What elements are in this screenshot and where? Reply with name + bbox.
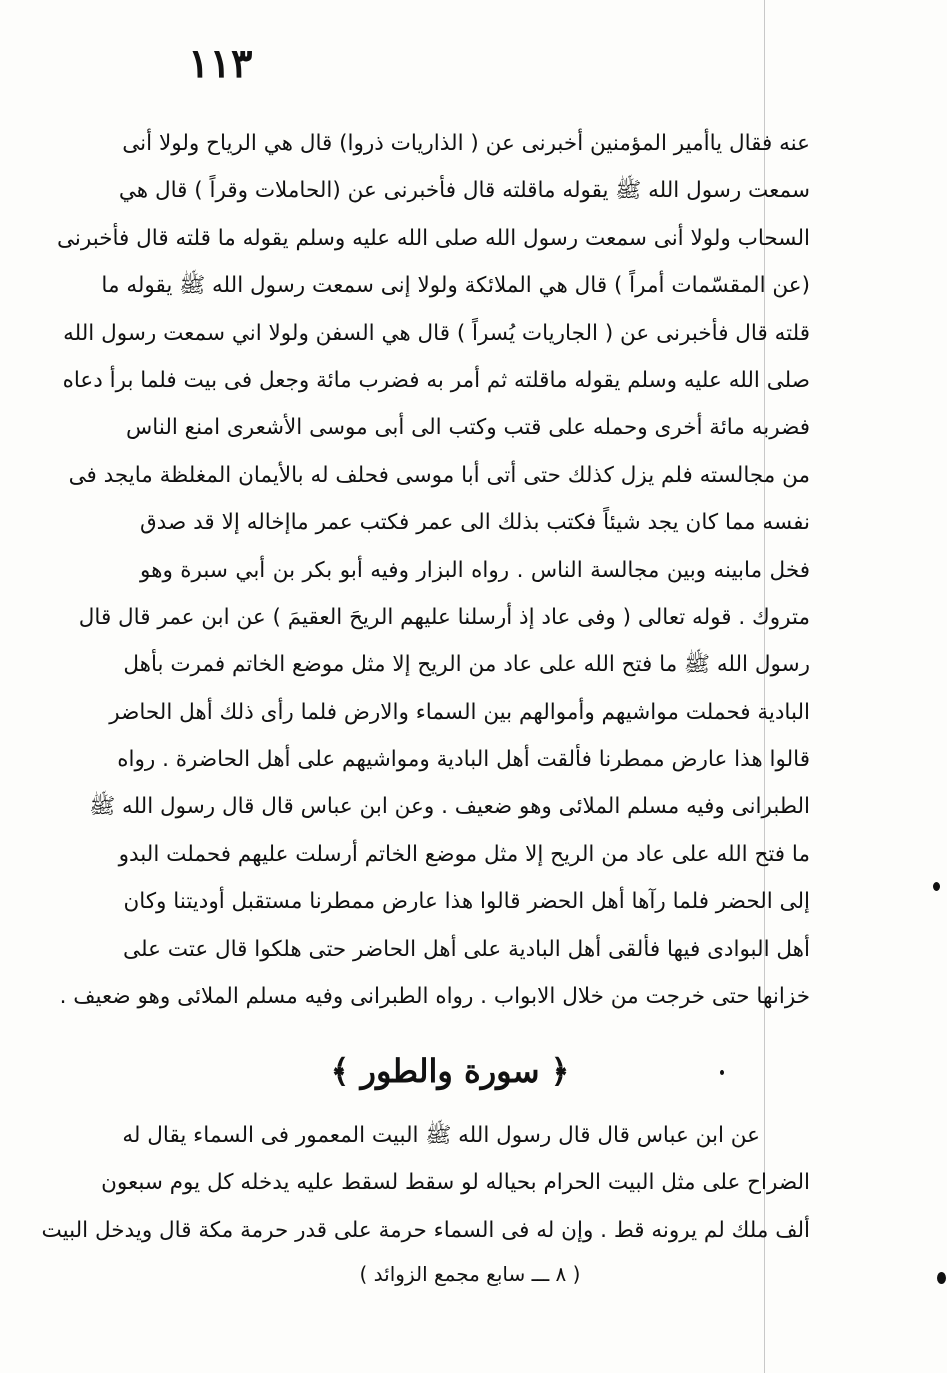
text-line: من مجالسته فلم يزل كذلك حتى أتى أبا موسى فحلف له بالأيمان المغلظة مايجد فى — [68, 462, 810, 488]
text-line: متروك . قوله تعالى ( وفى عاد إذ أرسلنا عليهم الريحَ العقيمَ ) عن ابن عمر قال قال — [78, 604, 810, 630]
footer-signature: ( ٨ ـــ سابع مجمع الزوائد ) — [359, 1262, 581, 1286]
text-line: قلته قال فأخبرنى عن ( الجاريات يُسراً ) قال هي السفن ولولا اني سمعت رسول الله — [63, 320, 810, 346]
surah-heading: ﴿ سورة والطور ﴾ — [330, 1052, 570, 1090]
text-line: فخل مابينه وبين مجالسة الناس . رواه البزار وفيه أبو بكر بن أبي سبرة وهو — [140, 557, 810, 583]
text-line: البادية فحملت مواشيهم وأموالهم بين السماء والارض فلما رأى ذلك أهل الحاضر — [109, 699, 810, 725]
text-line: عنه فقال ياأمير المؤمنين أخبرنى عن ( الذاريات ذروا) قال هي الرياح ولولا أنى — [122, 131, 810, 156]
text-line: عن ابن عباس قال قال رسول الله ﷺ البيت المعمور فى السماء يقال له — [122, 1123, 760, 1148]
text-line: السحاب ولولا أنى سمعت رسول الله صلى الله عليه وسلم يقوله ما قلته قال فأخبرنى — [56, 225, 810, 251]
text-line: الطبرانى وفيه مسلم الملائى وهو ضعيف . وعن ابن عباس قال قال رسول الله ﷺ — [89, 794, 810, 820]
text-line: الضراح على مثل البيت الحرام بحياله لو سقط لسقط عليه يدخله كل يوم سبعون — [101, 1170, 810, 1196]
text-line: أهل البوادى فيها فألقى أهل البادية على أهل الحاضر حتى هلكوا قال عتت على — [123, 936, 810, 962]
body-text-block-2 — [41, 1112, 810, 1254]
text-line: فضربه مائة أخرى وحمله على قتب وكتب الى أبى موسى الأشعرى امنع الناس — [126, 415, 810, 441]
text-line: رسول الله ﷺ ما فتح الله على عاد من الريح إلا مثل موضع الخاتم فمرت بأهل — [123, 652, 810, 678]
text-line: سمعت رسول الله ﷺ يقوله ماقلته قال فأخبرنى عن (الحاملات وقراً ) قال هي — [118, 178, 810, 204]
text-line: صلى الله عليه وسلم يقوله ماقلته ثم أمر به فضرب مائة وجعل فى بيت فلما برأ دعاه — [62, 367, 810, 393]
text-line: خزانها حتى خرجت من خلال الابواب . رواه الطبرانى وفيه مسلم الملائى وهو ضعيف . — [59, 984, 810, 1010]
text-line: إلى الحضر فلما رآها أهل الحضر قالوا هذا عارض ممطرنا مستقبل أوديتنا وكان — [123, 889, 810, 915]
text-line: ألف ملك لم يرونه قط . وإن له فى السماء حرمة على قدر حرمة مكة قال ويدخل البيت — [41, 1217, 810, 1243]
scan-speck — [720, 1070, 724, 1075]
text-line: (عن المقسّمات أمراً ) قال هي الملائكة ولولا إنى سمعت رسول الله ﷺ يقوله ما — [101, 273, 810, 299]
scan-speck — [937, 1272, 946, 1284]
body-text-block-1 — [56, 120, 810, 1020]
page-number: ١١٣ — [188, 40, 253, 87]
scan-speck — [933, 882, 940, 891]
text-line: نفسه مما كان يجد شيئاً فكتب بذلك الى عمر فكتب عمر ماإخاله إلا قد صدق — [140, 510, 810, 536]
text-line: ما فتح الله على عاد من الريح إلا مثل موضع الخاتم أرسلت عليهم فحملت البدو — [118, 841, 810, 867]
text-line: قالوا هذا عارض ممطرنا فألقت أهل البادية ومواشيهم على أهل الحاضرة . رواه — [117, 747, 810, 773]
